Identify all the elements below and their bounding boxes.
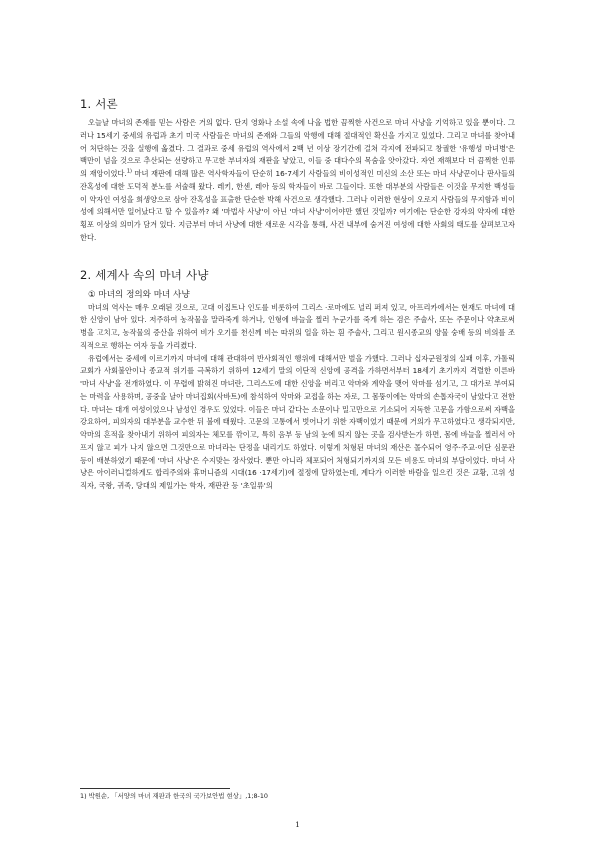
- page-body: [80, 96, 515, 493]
- footnote-text: 1) 박원순, 「서양의 마녀 재판과 한국의 국가보안법 현상」,1;8-10: [80, 792, 268, 800]
- introduction-text-part1: 오늘날 마녀의 존재를 믿는 사람은 거의 없다. 단지 영화나 소설 속에 나올 법한 끔찍한 사건으로 마녀 사냥을 기억하고 있을 뿐이다. 그러나 15세기 중세의 유럽과 초기 미국 사람들은 마녀의 존재와 그들의 악행에 대해 절대적인 확신을 가지고 있었다. 그리고 마녀를 찾아내어 처단하는 것을 실행에 옮겼다. 그 결과로 중세 유럽의 역사에서 2백 년 이상 장기간에 걸쳐 각지에 전파되고 창궐한 '유행성 마녀병'은 백만이 넘을 것으로 추산되는 선량하고 무고한 부녀자의 재판을 낳았고, 이들 중 대다수의 목숨을 앗아갔다. 자연 재해보다 더 끔찍한 인류의 재앙이었다.: [80, 118, 515, 178]
- footnote-reference: 1): [126, 168, 132, 175]
- body-paragraph-witch-history: 마녀의 역사는 매우 오래된 것으로, 고대 이집트나 인도를 비롯하여 그리스 ·로마에도 널리 퍼져 있고, 아프리카에서는 현재도 마녀에 대한 신앙이 남아 있다. 저주하여 농작물을 말라죽게 하거나, 인형에 바늘을 찔러 누군가를 죽게 하는 검은 주술사, 또는 주문이나 약초로써 병을 고치고, 농작물의 증산을 위하여 비가 오기를 천신께 비는 따위의 일을 하는 흰 주술사, 그리고 원시종교의 양물 숭배 등의 비의를 조직적으로 행하는 여자 등을 가리켰다.: [80, 302, 515, 350]
- footnote-separator: [80, 788, 230, 789]
- page-number: 1: [295, 820, 300, 829]
- introduction-text-part2: 마녀 재판에 대해 많은 역사학자들이 단순히 16-7세기 사람들의 비이성적인 미신의 소산 또는 마녀 사냥꾼이나 판사들의 잔혹성에 대한 도덕적 분노를 서술해 왔다. 레키, 한센, 레아 등의 학자들이 바로 그들이다. 또한 대부분의 사람들은 이것을 무지한 백성들이 약자인 여성을 희생양으로 삼아 잔혹성을 표출한 단순한 박해 사건으로 생각했다. 그러나 이러한 현상이 오로지 사람들의 무지함과 비이성에 의해서만 일어났다고 할 수 있을까? 왜 '마법사 사냥'이 아닌 '마녀 사냥'이어야만 했던 것일까? 여기에는 단순한 강자의 약자에 대한 횡포 이상의 의미가 담겨 있다. 지금부터 마녀 사냥에 대한 새로운 시각을 통해, 사건 내부에 숨겨진 여성에 대한 사회의 태도를 살펴보고자 한다.: [80, 169, 515, 242]
- body-paragraph-europe-witch-hunt: 유럽에서는 중세에 이르기까지 마녀에 대해 관대하여 반사회적인 행위에 대해서만 벌을 가했다. 그러나 십자군원정의 실패 이후, 가톨릭 교회가 사회불안이나 종교적 위기를 극복하기 위하여 12세기 말의 이단적 신앙에 공격을 가하면서부터 18세기 초기까지 격렬한 이른바 '마녀 사냥'을 전개하였다. 이 무렵에 밝혀진 마녀란, 그리스도에 대한 신앙을 버리고 악마와 계약을 맺어 악마를 섬기고, 그 대가로 부여되는 마력을 사용하며, 공중을 날아 마녀집회(사바트)에 참석하여 악마와 교접을 하는 자로, 그 몸뚱이에는 악마의 손톱자국이 남았다고 전한다. 마녀는 대개 여성이었으나 남성인 경우도 있었다. 이들은 마녀 같다는 소문이나 밀고만으로 기소되어 지독한 고문을 가함으로써 자백을 강요하여, 피의자의 대부분을 교수한 뒤 불에 태웠다. 고문의 고통에서 벗어나기 위한 자백이었기 때문에 거의가 무고하였다고 생각되지만, 악마의 흔적을 찾아내기 위하여 피의자는 체모를 깎이고, 특히 음부 등 남의 눈에 띄지 않는 곳을 검사받는가 하면, 몸에 바늘을 찔러서 아프지 않고 피가 나지 않으면 그것만으로 마녀라는 단정을 내리기도 하였다. 이렇게 처형된 마녀의 재산은 몰수되어 영주·주교·이단 심문관 등이 배분하였기 때문에 '마녀 사냥'은 수지맞는 장사였다. 뿐만 아니라 체포되어 처형되기까지의 모든 비용도 마녀의 부담이었다. 마녀 사냥은 아이러니컬하게도 합리주의와 휴머니즘의 시대(16 ·17세기)에 절정에 달하였는데, 계다가 이러한 바람을 일으킨 것은 교황, 고위 성직자, 국왕, 귀족, 당대의 제일가는 학자, 재판관 등 '초일류'의: [80, 353, 515, 490]
- subsection-heading-witch-definition: ① 마녀의 정의와 마녀 사냥: [88, 289, 190, 300]
- introduction-paragraph: [80, 117, 515, 245]
- section-heading-introduction: 1. 서론: [80, 97, 118, 111]
- section-heading-witch-hunt-history: 2. 세계사 속의 마녀 사냥: [80, 267, 209, 282]
- footnote-area: [80, 788, 515, 801]
